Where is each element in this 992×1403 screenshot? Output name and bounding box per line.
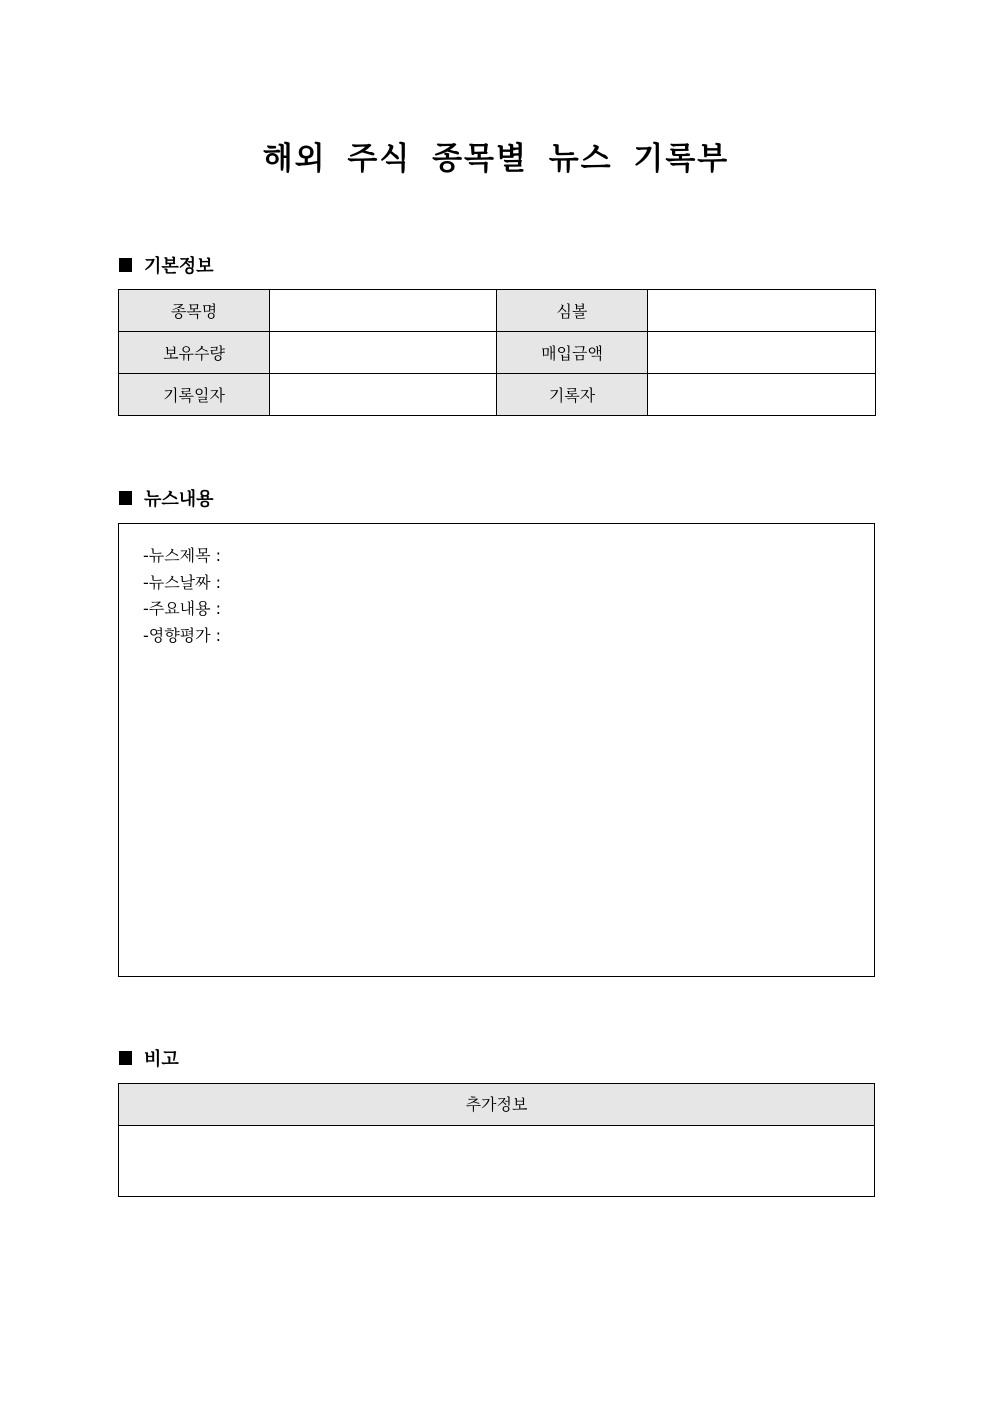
record-date-field[interactable]: [270, 374, 497, 416]
label-cell: 종목명: [119, 290, 270, 332]
section-heading-news: [119, 486, 214, 510]
square-bullet-icon: [119, 258, 132, 272]
holding-quantity-field[interactable]: [270, 332, 497, 374]
document-title: 해외 주식 종목별 뉴스 기록부: [262, 141, 730, 177]
label-cell: 기록자: [497, 374, 648, 416]
additional-info-field[interactable]: [119, 1126, 874, 1196]
purchase-amount-field[interactable]: [648, 332, 876, 374]
news-title-field: -뉴스제목 :: [143, 546, 222, 565]
remarks-table: [118, 1083, 875, 1197]
table-row: [119, 332, 876, 374]
label-cell: 심볼: [497, 290, 648, 332]
label-cell: 매입금액: [497, 332, 648, 374]
news-content-box[interactable]: [118, 523, 875, 977]
news-date-field: -뉴스날짜 :: [143, 572, 222, 592]
section-heading-label: 기본정보: [144, 256, 214, 277]
news-summary-field: -주요내용 :: [143, 599, 222, 619]
label-cell: 보유수량: [119, 332, 270, 374]
section-heading-label: 뉴스내용: [144, 489, 214, 510]
section-heading-label: 비고: [144, 1049, 179, 1070]
table-row: [119, 290, 876, 332]
stock-name-field[interactable]: [270, 290, 497, 332]
impact-assessment-field: -영향평가 :: [143, 626, 222, 646]
basic-info-table: [118, 289, 876, 416]
square-bullet-icon: [119, 491, 132, 505]
recorder-field[interactable]: [648, 374, 876, 416]
label-cell: 기록일자: [119, 374, 270, 416]
section-heading-remarks: [119, 1046, 179, 1070]
table-row: [119, 374, 876, 416]
section-heading-basic-info: [119, 253, 214, 277]
additional-info-header: 추가정보: [119, 1084, 874, 1126]
symbol-field[interactable]: [648, 290, 876, 332]
square-bullet-icon: [119, 1051, 132, 1065]
